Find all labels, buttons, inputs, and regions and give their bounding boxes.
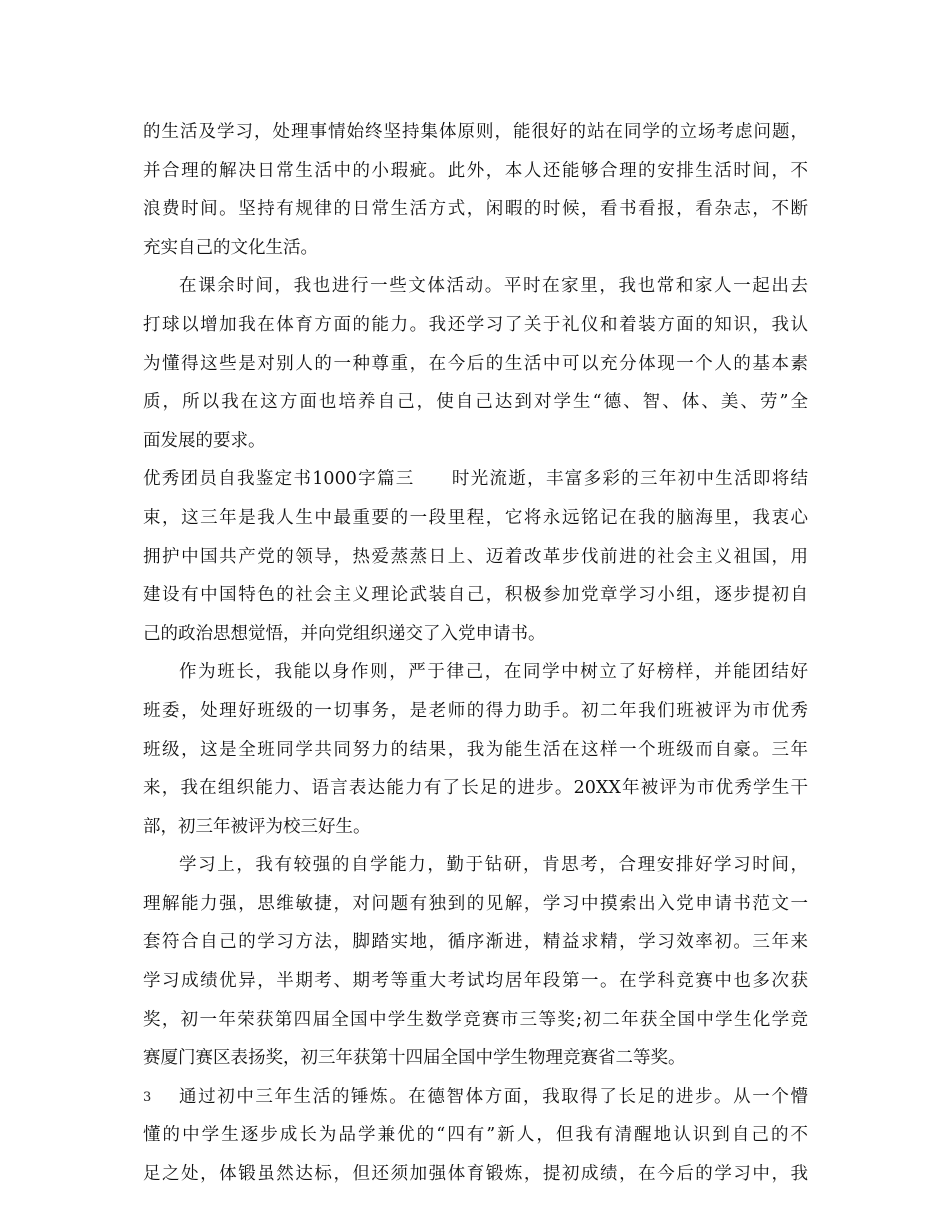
text-line: 赛厦门赛区表扬奖，初三年获第十四届全国中学生物理竞赛省二等奖。 xyxy=(143,1048,686,1069)
text-line: 学习上，我有较强的自学能力，勤于钻研，肯思考，合理安排好学习时间， xyxy=(179,855,808,876)
section-heading-line xyxy=(143,460,808,499)
text-line: 部，初三年被评为校三好生。 xyxy=(143,816,371,837)
section-heading: 优秀团员自我鉴定书1000字篇三 xyxy=(143,469,415,490)
text-line: 班级，这是全班同学共同努力的结果，我为能生活在这样一个班级而自豪。三年 xyxy=(143,739,808,760)
text-line: 并合理的解决日常生活中的小瑕疵。此外，本人还能够合理的安排生活时间，不 xyxy=(143,160,808,181)
text-line: 套符合自己的学习方法，脚踏实地，循序渐进，精益求精，学习效率初。三年来 xyxy=(143,932,808,953)
text-line: 足之处，体锻虽然达标，但还须加强体育锻炼，提初成绩，在今后的学习中，我 xyxy=(143,1164,808,1185)
line-text: 时光流逝，丰富多彩的三年初中生活即将结 xyxy=(450,469,808,490)
text-line: 建设有中国特色的社会主义理论武装自己，积极参加党章学习小组，逐步提初自 xyxy=(143,585,808,606)
text-line: 理解能力强，思维敏捷，对问题有独到的见解，学习中摸索出入党申请书范文一 xyxy=(143,893,808,914)
text-line: 学习成绩优异，半期考、期考等重大考试均居年段第一。在学科竞赛中也多次获 xyxy=(143,971,808,992)
document-body xyxy=(143,113,808,1194)
text-line: 为懂得这些是对别人的一种尊重，在今后的生活中可以充分体现一个人的基本素 xyxy=(143,353,808,374)
text-line: 打球以增加我在体育方面的能力。我还学习了关于礼仪和着装方面的知识，我认 xyxy=(143,314,808,335)
text-line: 来，我在组织能力、语言表达能力有了长足的进步。20XX年被评为市优秀学生干 xyxy=(143,778,808,799)
text-line: 在课余时间，我也进行一些文体活动。平时在家里，我也常和家人一起出去 xyxy=(179,276,808,297)
text-line: 懂的中学生逐步成长为品学兼优的“四有”新人，但我有清醒地认识到自己的不 xyxy=(143,1125,808,1146)
text-line: 的生活及学习，处理事情始终坚持集体原则，能很好的站在同学的立场考虑问题， xyxy=(143,122,808,142)
text-line: 拥护中国共产党的领导，热爱蒸蒸日上、迈着改革步伐前进的社会主义祖国，用 xyxy=(143,546,808,567)
text-line: 充实自己的文化生活。 xyxy=(143,237,318,258)
text-line: 面发展的要求。 xyxy=(143,430,266,451)
page-number: 3 xyxy=(143,1090,152,1105)
text-line: 通过初中三年生活的锤炼。在德智体方面，我取得了长足的进步。从一个懵 xyxy=(179,1086,808,1107)
text-line: 奖，初一年荣获第四届全国中学生数学竞赛市三等奖;初二年获全国中学生化学竞 xyxy=(143,1009,808,1030)
text-line: 质，所以我在这方面也培养自己，使自己达到对学生“德、智、体、美、劳”全 xyxy=(143,392,808,413)
text-line: 束，这三年是我人生中最重要的一段里程，它将永远铭记在我的脑海里，我衷心 xyxy=(143,507,808,528)
text-line: 班委，处理好班级的一切事务，是老师的得力助手。初二年我们班被评为市优秀 xyxy=(143,700,808,721)
text-line: 浪费时间。坚持有规律的日常生活方式，闲暇的时候，看书看报，看杂志，不断 xyxy=(143,199,808,220)
text-line: 己的政治思想觉悟，并向党组织递交了入党申请书。 xyxy=(143,623,546,644)
text-line: 作为班长，我能以身作则，严于律己，在同学中树立了好榜样，并能团结好 xyxy=(179,662,808,683)
